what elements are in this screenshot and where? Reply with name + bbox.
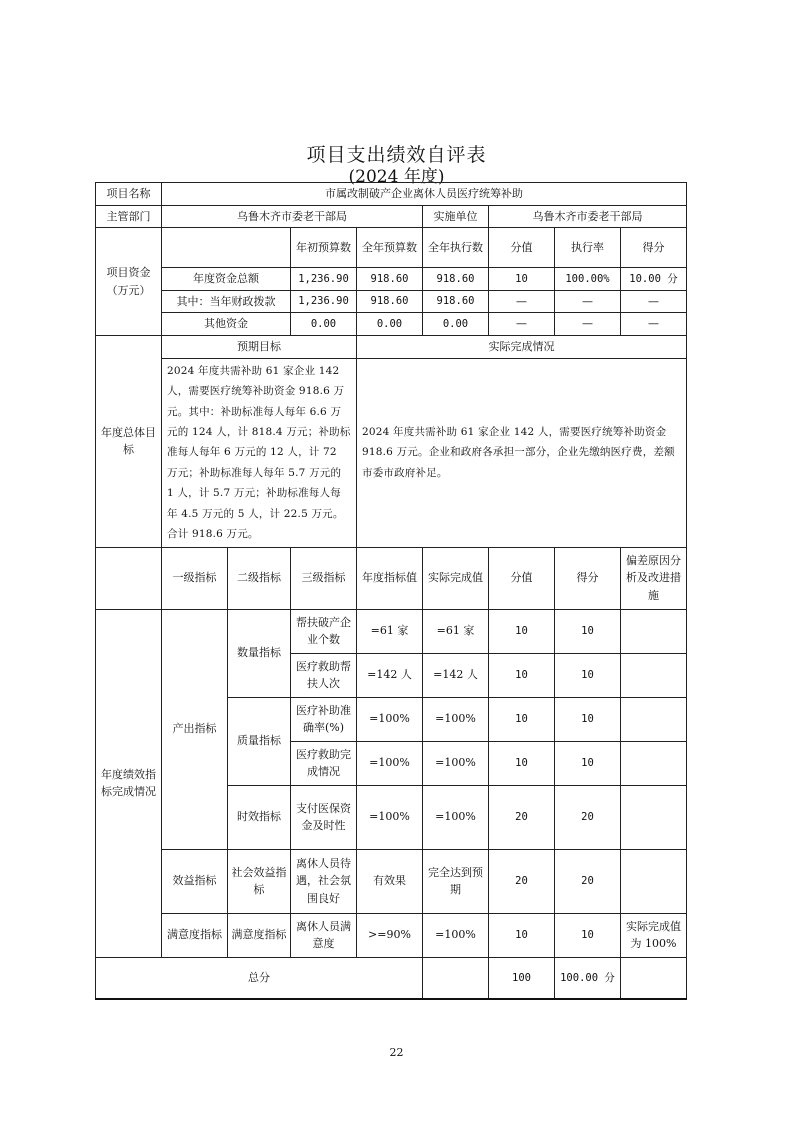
level2-social: 社会效益指标 [228, 849, 291, 913]
actual-cell: =61 家 [423, 609, 489, 653]
funds-cell: — [621, 313, 687, 336]
funds-header-score: 得分 [621, 228, 687, 268]
funds-cell: 918.60 [357, 268, 423, 291]
funds-cell: 0.00 [357, 313, 423, 336]
actual-cell: =142 人 [423, 653, 489, 697]
score-cell: 10 [555, 697, 621, 741]
indicator-header-level2: 二级指标 [228, 547, 291, 609]
score-cell: 20 [555, 849, 621, 913]
funds-label: 项目资金（万元） [96, 228, 162, 336]
indicator-header-blank [96, 547, 162, 609]
funds-cell: 1,236.90 [291, 268, 357, 291]
score-cell: 10 [555, 609, 621, 653]
funds-cell: — [621, 290, 687, 313]
indicator-header-score: 得分 [555, 547, 621, 609]
score-value-cell: 10 [489, 697, 555, 741]
level3-cell: 医疗救助完成情况 [291, 741, 357, 785]
score-value-cell: 10 [489, 609, 555, 653]
funds-header-annual-execution: 全年执行数 [423, 228, 489, 268]
dept-value: 乌鲁木齐市委老干部局 [162, 205, 423, 228]
funds-header-annual-budget: 全年预算数 [357, 228, 423, 268]
score-cell: 10 [555, 741, 621, 785]
remark-cell: 实际完成值为 100% [621, 913, 687, 957]
level3-cell: 医疗救助帮扶人次 [291, 653, 357, 697]
score-value-cell: 10 [489, 653, 555, 697]
goals-expected-text: 2024 年度共需补助 61 家企业 142 人，需要医疗统筹补助资金 918.6 万元。其中：补助标准每人每年 6.6 万元的 124 人，计 818.4 万元；补助标准每人每年 6 万元的 12 人，计 72 万元；补助标准每人每年 5.7 万元的 1 人，计 5.7 万元；补助标准每人每年 4.5 万元的 5 人，计 22.5 万元。合计 918.6 万元。 [162, 358, 357, 547]
target-cell: =61 家 [357, 609, 423, 653]
actual-cell: =100% [423, 741, 489, 785]
level3-cell: 离休人员待遇，社会氛围良好 [291, 849, 357, 913]
score-value-cell: 10 [489, 741, 555, 785]
funds-cell: — [489, 290, 555, 313]
level3-cell: 支付医保资金及时性 [291, 785, 357, 849]
indicator-header-level1: 一级指标 [162, 547, 228, 609]
remark-cell [621, 741, 687, 785]
remark-cell [621, 849, 687, 913]
level1-benefit: 效益指标 [162, 849, 228, 913]
score-value-cell: 20 [489, 849, 555, 913]
project-name-value: 市属改制破产企业离休人员医疗统筹补助 [162, 183, 687, 206]
remark-cell [621, 785, 687, 849]
total-score-value: 100 [489, 957, 555, 999]
target-cell: =100% [357, 697, 423, 741]
total-score: 100.00 分 [555, 957, 621, 999]
funds-header-blank [162, 228, 291, 268]
impl-label: 实施单位 [423, 205, 489, 228]
indicator-header-remark: 偏差原因分析及改进措施 [621, 547, 687, 609]
goals-actual-header: 实际完成情况 [357, 335, 687, 358]
impl-value: 乌鲁木齐市委老干部局 [489, 205, 687, 228]
target-cell: =100% [357, 785, 423, 849]
page-number: 22 [389, 1046, 404, 1059]
level2-quantity: 数量指标 [228, 609, 291, 697]
funds-cell: 0.00 [423, 313, 489, 336]
page-subtitle: (2024 年度) [348, 167, 445, 187]
score-cell: 10 [555, 653, 621, 697]
funds-cell: 10 [489, 268, 555, 291]
funds-cell: 100.00% [555, 268, 621, 291]
funds-cell: 918.60 [423, 268, 489, 291]
target-cell: =100% [357, 741, 423, 785]
indicator-header-level3: 三级指标 [291, 547, 357, 609]
funds-cell: 1,236.90 [291, 290, 357, 313]
actual-cell: 完全达到预期 [423, 849, 489, 913]
level1-output: 产出指标 [162, 609, 228, 849]
indicators-label: 年度绩效指标完成情况 [96, 609, 162, 957]
level2-time: 时效指标 [228, 785, 291, 849]
goals-expected-header: 预期目标 [162, 335, 357, 358]
dept-label: 主管部门 [96, 205, 162, 228]
level3-cell: 医疗补助准确率(%) [291, 697, 357, 741]
funds-header-initial-budget: 年初预算数 [291, 228, 357, 268]
funds-row-label: 年度资金总额 [162, 268, 291, 291]
remark-cell [621, 609, 687, 653]
total-remark-blank [621, 957, 687, 999]
funds-row-label: 其中：当年财政拨款 [162, 290, 291, 313]
page-title: 项目支出绩效自评表 [306, 144, 487, 166]
score-cell: 10 [555, 913, 621, 957]
score-value-cell: 20 [489, 785, 555, 849]
total-blank [423, 957, 489, 999]
funds-cell: — [555, 313, 621, 336]
remark-cell [621, 653, 687, 697]
actual-cell: =100% [423, 785, 489, 849]
funds-cell: 0.00 [291, 313, 357, 336]
actual-cell: =100% [423, 697, 489, 741]
funds-cell: 918.60 [423, 290, 489, 313]
goals-label: 年度总体目标 [96, 335, 162, 547]
performance-self-evaluation-table [95, 182, 687, 1000]
project-name-label: 项目名称 [96, 183, 162, 206]
funds-cell: — [555, 290, 621, 313]
indicator-header-actual: 实际完成值 [423, 547, 489, 609]
target-cell: 有效果 [357, 849, 423, 913]
funds-cell: 10.00 分 [621, 268, 687, 291]
level1-satisfaction: 满意度指标 [162, 913, 228, 957]
funds-row-label: 其他资金 [162, 313, 291, 336]
target-cell: =142 人 [357, 653, 423, 697]
level2-quality: 质量指标 [228, 697, 291, 785]
funds-cell: 918.60 [357, 290, 423, 313]
indicator-header-target: 年度指标值 [357, 547, 423, 609]
score-value-cell: 10 [489, 913, 555, 957]
level2-satisfaction: 满意度指标 [228, 913, 291, 957]
level3-cell: 帮扶破产企业个数 [291, 609, 357, 653]
actual-cell: =100% [423, 913, 489, 957]
funds-header-execution-rate: 执行率 [555, 228, 621, 268]
target-cell: >=90% [357, 913, 423, 957]
remark-cell [621, 697, 687, 741]
score-cell: 20 [555, 785, 621, 849]
total-label: 总分 [96, 957, 423, 999]
goals-actual-text: 2024 年度共需补助 61 家企业 142 人，需要医疗统筹补助资金 918.6 万元。企业和政府各承担一部分，企业先缴纳医疗费，差额市委市政府补足。 [357, 358, 687, 547]
level3-cell: 离休人员满意度 [291, 913, 357, 957]
funds-cell: — [489, 313, 555, 336]
indicator-header-score-value: 分值 [489, 547, 555, 609]
funds-header-score-value: 分值 [489, 228, 555, 268]
